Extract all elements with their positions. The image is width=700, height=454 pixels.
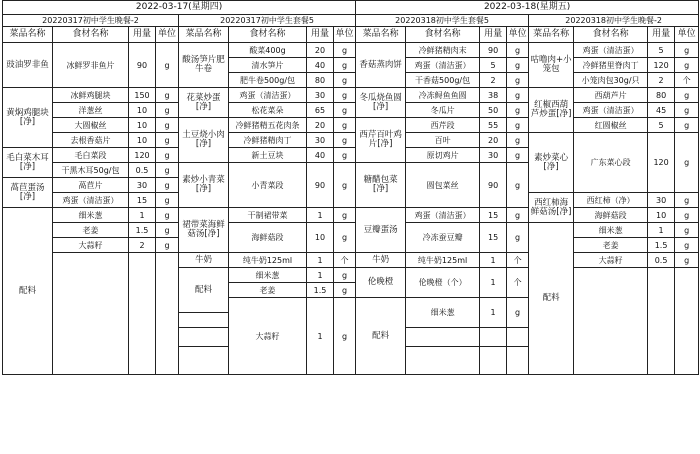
ingredient-amount: 1 (307, 298, 334, 375)
ingredient-unit: g (156, 88, 179, 103)
empty-cell (480, 347, 507, 375)
ingredient-amount: 90 (480, 43, 507, 58)
ingredient-unit: g (156, 238, 179, 253)
ingredient-unit: g (675, 208, 699, 223)
dish-name: 配料 (3, 208, 53, 375)
empty-cell (179, 328, 229, 347)
ingredient-unit: g (334, 73, 356, 88)
dish-name: 香菇蒸肉饼 (356, 43, 406, 88)
dish-name: 配料 (179, 268, 229, 313)
col-header-unit: 单位 (156, 27, 179, 43)
ingredient-amount: 45 (648, 103, 675, 118)
menu-sheet (2, 0, 698, 375)
table-row (3, 133, 699, 148)
ingredient-name: 纯牛奶125ml (229, 253, 307, 268)
ingredient-amount: 1 (307, 208, 334, 223)
ingredient-amount: 2 (648, 73, 675, 88)
ingredient-unit: g (334, 148, 356, 163)
ingredient-name: 鸡蛋（清洁蛋） (406, 58, 480, 73)
ingredient-unit: g (507, 103, 529, 118)
ingredient-amount: 10 (129, 103, 156, 118)
col-header-amount: 用量 (129, 27, 156, 43)
ingredient-unit: g (675, 133, 699, 193)
ingredient-amount: 10 (129, 118, 156, 133)
ingredient-name: 大圆椒丝 (53, 118, 129, 133)
ingredient-name: 海鲜菇段 (574, 208, 648, 223)
ingredient-unit: g (507, 88, 529, 103)
ingredient-name: 冰鲜鸡腿块 (53, 88, 129, 103)
ingredient-unit: g (156, 133, 179, 148)
ingredient-name: 伦晚橙（个） (406, 268, 480, 298)
dish-name: 西芹百叶鸡片[净] (356, 118, 406, 163)
ingredient-name: 鸡蛋（清洁蛋） (229, 88, 307, 103)
ingredient-name: 百叶 (406, 133, 480, 148)
table-row (3, 103, 699, 118)
ingredient-name: 清水笋片 (229, 58, 307, 73)
ingredient-name: 细米葱 (53, 208, 129, 223)
ingredient-amount: 38 (480, 88, 507, 103)
ingredient-name: 小青菜段 (229, 163, 307, 208)
ingredient-name: 西芹段 (406, 118, 480, 133)
ingredient-name: 冷冻蚕豆瓣 (406, 223, 480, 253)
dish-name: 冬瓜烧鱼圆[净] (356, 88, 406, 118)
dish-name: 红椒西葫芦炒蛋[净] (529, 88, 574, 133)
dish-name: 伦晚橙 (356, 268, 406, 298)
col-header-ingredient: 食材名称 (574, 27, 648, 43)
ingredient-unit: 个 (507, 253, 529, 268)
col-header-dish: 菜品名称 (3, 27, 53, 43)
ingredient-name: 去根香菇片 (53, 133, 129, 148)
ingredient-unit: g (156, 178, 179, 193)
ingredient-unit: g (334, 268, 356, 283)
table-row (3, 43, 699, 58)
ingredient-unit: g (507, 208, 529, 223)
ingredient-amount (129, 253, 156, 375)
ingredient-name: 毛白菜段 (53, 148, 129, 163)
ingredient-amount: 10 (307, 223, 334, 253)
ingredient-unit: g (507, 163, 529, 208)
dish-name: 配料 (356, 298, 406, 375)
ingredient-unit: g (507, 73, 529, 88)
day-date-1: 2022-03-17(星期四) (3, 1, 356, 15)
dish-name: 黄焖鸡腿块[净] (3, 88, 53, 148)
empty-cell (480, 328, 507, 347)
ingredient-name: 鸡蛋（清洁蛋） (406, 208, 480, 223)
ingredient-unit: g (334, 133, 356, 148)
ingredient-name: 鸡蛋（清洁蛋） (574, 103, 648, 118)
ingredient-amount: 2 (129, 238, 156, 253)
ingredient-unit: g (675, 223, 699, 238)
ingredient-amount: 5 (648, 118, 675, 133)
ingredient-unit: g (156, 208, 179, 223)
ingredient-name: 圆包菜丝 (406, 163, 480, 208)
ingredient-unit: g (334, 283, 356, 298)
empty-cell (179, 347, 229, 375)
ingredient-unit: g (334, 58, 356, 73)
ingredient-amount: 1.5 (129, 223, 156, 238)
col-header-dish: 菜品名称 (529, 27, 574, 43)
col-header-dish: 菜品名称 (356, 27, 406, 43)
ingredient-unit: g (334, 223, 356, 253)
empty-cell (406, 328, 480, 347)
table-row (3, 208, 699, 223)
ingredient-amount: 1 (480, 253, 507, 268)
dish-name: 毛白菜木耳[净] (3, 148, 53, 178)
ingredient-unit: g (507, 118, 529, 133)
col-header-ingredient: 食材名称 (229, 27, 307, 43)
table-row (3, 223, 699, 238)
ingredient-name: 原切鸡片 (406, 148, 480, 163)
dish-name: 牛奶 (179, 253, 229, 268)
ingredient-amount: 30 (307, 133, 334, 148)
ingredient-name: 细米葱 (574, 223, 648, 238)
ingredient-name: 大蒜籽 (229, 298, 307, 375)
ingredient-unit: g (156, 43, 179, 88)
day-date-2: 2022-03-18(星期五) (356, 1, 699, 15)
ingredient-unit: g (675, 238, 699, 253)
ingredient-amount: 120 (648, 58, 675, 73)
ingredient-name: 松花菜朵 (229, 103, 307, 118)
table-row (3, 118, 699, 133)
ingredient-unit: g (334, 208, 356, 223)
ingredient-name: 干制裙带菜 (229, 208, 307, 223)
col-header-ingredient: 食材名称 (406, 27, 480, 43)
col-header-ingredient: 食材名称 (53, 27, 129, 43)
ingredient-unit: g (507, 58, 529, 73)
ingredient-amount: 55 (480, 118, 507, 133)
ingredient-amount: 1 (307, 268, 334, 283)
ingredient-name: 冬瓜片 (406, 103, 480, 118)
dish-name: 牛奶 (356, 253, 406, 268)
dish-name: 西红柿海鲜菇汤[净] (529, 193, 574, 223)
ingredient-name: 大蒜籽 (53, 238, 129, 253)
ingredient-name: 海鲜菇段 (229, 223, 307, 253)
ingredient-unit: g (156, 103, 179, 118)
menu-body (3, 43, 699, 375)
ingredient-unit: g (334, 88, 356, 103)
ingredient-unit: g (507, 43, 529, 58)
col-header-unit: 单位 (507, 27, 529, 43)
col-header-amount: 用量 (648, 27, 675, 43)
ingredient-amount: 1 (129, 208, 156, 223)
ingredient-amount: 120 (648, 133, 675, 193)
ingredient-unit: g (156, 223, 179, 238)
ingredient-unit (675, 268, 699, 375)
empty-cell (507, 328, 529, 347)
ingredient-name: 细米葱 (406, 298, 480, 328)
ingredient-amount: 50 (480, 103, 507, 118)
ingredient-unit: g (156, 193, 179, 208)
ingredient-amount: 20 (307, 118, 334, 133)
ingredient-name: 肥牛卷500g/包 (229, 73, 307, 88)
ingredient-amount (648, 268, 675, 375)
ingredient-amount: 40 (307, 58, 334, 73)
ingredient-amount: 5 (480, 58, 507, 73)
ingredient-unit: g (334, 103, 356, 118)
ingredient-unit: g (675, 43, 699, 58)
ingredient-unit: g (675, 118, 699, 133)
meal-title-4: 20220318初中学生晚餐-2 (529, 15, 699, 27)
ingredient-unit: g (334, 118, 356, 133)
empty-cell (179, 313, 229, 328)
ingredient-unit: g (156, 118, 179, 133)
empty-cell (406, 347, 480, 375)
menu-table (2, 0, 699, 375)
col-header-unit: 单位 (675, 27, 699, 43)
ingredient-amount: 2 (480, 73, 507, 88)
dish-name: 豆瓣蛋汤 (356, 208, 406, 253)
ingredient-amount: 10 (129, 133, 156, 148)
col-header-amount: 用量 (480, 27, 507, 43)
ingredient-amount: 90 (129, 43, 156, 88)
ingredient-unit: g (675, 58, 699, 73)
dish-name: 咕噜肉+小笼包 (529, 43, 574, 88)
table-row (3, 253, 699, 268)
ingredient-name: 干香菇500g/包 (406, 73, 480, 88)
ingredient-unit: g (675, 253, 699, 268)
meal-title-3: 20220318初中学生套餐5 (356, 15, 529, 27)
ingredient-amount: 30 (129, 178, 156, 193)
dish-name: 萵苣蛋汤[净] (3, 178, 53, 208)
table-row (3, 88, 699, 103)
column-header-row (3, 27, 699, 43)
ingredient-name: 广东菜心段 (574, 133, 648, 193)
ingredient-name: 洋葱丝 (53, 103, 129, 118)
ingredient-name: 酸菜400g (229, 43, 307, 58)
ingredient-amount: 0.5 (648, 253, 675, 268)
col-header-unit: 单位 (334, 27, 356, 43)
ingredient-name: 红圆椒丝 (574, 118, 648, 133)
ingredient-name: 鸡蛋（清洁蛋） (574, 43, 648, 58)
ingredient-name: 鸡蛋（清洁蛋） (53, 193, 129, 208)
ingredient-unit: g (507, 298, 529, 328)
ingredient-amount: 5 (648, 43, 675, 58)
ingredient-name: 冷冻鲟鱼鱼圆 (406, 88, 480, 103)
ingredient-name: 老姜 (574, 238, 648, 253)
ingredient-amount: 1 (480, 298, 507, 328)
ingredient-amount: 65 (307, 103, 334, 118)
ingredient-amount: 1 (307, 253, 334, 268)
meal-title-2: 20220317初中学生套餐5 (179, 15, 356, 27)
ingredient-unit: g (507, 148, 529, 163)
ingredient-amount: 1 (648, 223, 675, 238)
ingredient-amount: 80 (648, 88, 675, 103)
ingredient-amount: 30 (480, 148, 507, 163)
ingredient-unit: g (507, 133, 529, 148)
ingredient-name: 冷鲜猪里脊肉丁 (574, 58, 648, 73)
ingredient-name: 大蒜籽 (574, 253, 648, 268)
dish-name: 土豆烧小肉[净] (179, 118, 229, 163)
ingredient-amount: 1 (480, 268, 507, 298)
dish-name: 配料 (529, 223, 574, 375)
ingredient-name: 细米葱 (229, 268, 307, 283)
ingredient-amount: 90 (480, 163, 507, 208)
dish-name: 素炒菜心[净] (529, 133, 574, 193)
ingredient-unit: g (156, 148, 179, 163)
ingredient-unit: g (675, 103, 699, 118)
ingredient-amount: 10 (648, 208, 675, 223)
ingredient-name: 冷鲜猪精肉丁 (229, 133, 307, 148)
dish-name: 裙带菜海鲜菇汤[净] (179, 208, 229, 253)
ingredient-name: 老姜 (229, 283, 307, 298)
ingredient-amount: 40 (307, 148, 334, 163)
ingredient-amount: 20 (480, 133, 507, 148)
ingredient-name: 新土豆块 (229, 148, 307, 163)
ingredient-name: 西葫芦片 (574, 88, 648, 103)
ingredient-amount: 15 (129, 193, 156, 208)
ingredient-unit: g (334, 163, 356, 208)
ingredient-amount: 120 (129, 148, 156, 163)
meal-title-1: 20220317初中学生晚餐-2 (3, 15, 179, 27)
dish-name: 豉油罗非鱼 (3, 43, 53, 88)
ingredient-name: 纯牛奶125ml (406, 253, 480, 268)
ingredient-name: 小笼肉包30g/只 (574, 73, 648, 88)
ingredient-amount: 0.5 (129, 163, 156, 178)
ingredient-unit: g (334, 298, 356, 375)
ingredient-unit: g (156, 163, 179, 178)
ingredient-amount: 80 (307, 73, 334, 88)
dish-name: 糖醋包菜[净] (356, 163, 406, 208)
ingredient-name: 冷鲜猪精肉末 (406, 43, 480, 58)
dish-name: 花菜炒蛋[净] (179, 88, 229, 118)
ingredient-amount: 15 (480, 223, 507, 253)
ingredient-name: 西红柿（净） (574, 193, 648, 208)
ingredient-amount: 30 (648, 193, 675, 208)
ingredient-amount: 90 (307, 163, 334, 208)
ingredient-unit: g (334, 43, 356, 58)
ingredient-name: 冰鲜罗非鱼片 (53, 43, 129, 88)
ingredient-unit: 个 (675, 73, 699, 88)
ingredient-amount: 15 (480, 208, 507, 223)
ingredient-unit (156, 253, 179, 375)
ingredient-unit: g (675, 88, 699, 103)
col-header-amount: 用量 (307, 27, 334, 43)
dish-name: 素炒小青菜[净] (179, 163, 229, 208)
ingredient-unit: 个 (507, 268, 529, 298)
ingredient-unit: 个 (334, 253, 356, 268)
ingredient-name: 老姜 (53, 223, 129, 238)
ingredient-name: 萵苣片 (53, 178, 129, 193)
ingredient-unit: g (675, 193, 699, 208)
ingredient-name (53, 253, 129, 375)
empty-cell (507, 347, 529, 375)
ingredient-amount: 1.5 (648, 238, 675, 253)
col-header-dish: 菜品名称 (179, 27, 229, 43)
ingredient-amount: 30 (307, 88, 334, 103)
ingredient-amount: 1.5 (307, 283, 334, 298)
ingredient-name (574, 268, 648, 375)
ingredient-name: 冷鲜猪精五花肉条 (229, 118, 307, 133)
ingredient-amount: 20 (307, 43, 334, 58)
ingredient-name: 干黑木耳50g/包 (53, 163, 129, 178)
dish-name: 酸汤笋片肥牛卷 (179, 43, 229, 88)
ingredient-amount: 150 (129, 88, 156, 103)
ingredient-unit: g (507, 223, 529, 253)
